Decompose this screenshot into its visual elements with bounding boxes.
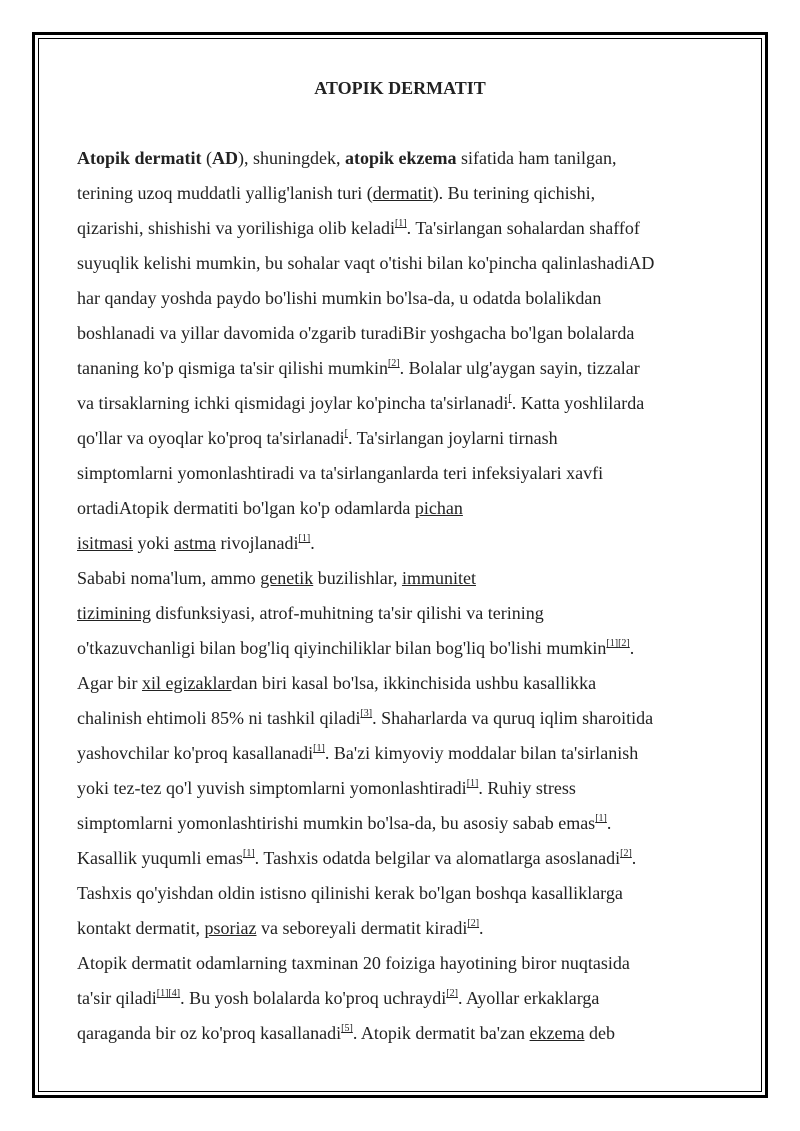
text: yoki tez-tez qo'l yuvish simptomlarni yomonlashtiradi [77,778,467,798]
reference-link[interactable]: [2] [387,358,400,369]
text: o'tkazuvchanligi bilan bog'liq qiyinchiliklar bilan bog'liq bo'lishi mumkin [77,638,607,658]
reference-link[interactable]: [3] [360,708,373,719]
text-line: suyuqlik kelishi mumkin, bu sohalar vaqt o'tishi bilan ko'pincha qalinlashadiAD [77,253,655,273]
reference-link[interactable]: [2] [618,638,630,649]
text-line [77,526,737,561]
link-dermatit[interactable]: dermatit [372,183,433,203]
text-line: Atopik dermatit odamlarning taxminan 20 foiziga hayotining biror nuqtasida [77,953,630,973]
text: dan biri kasal bo'lsa, ikkinchisida ushbu kasallikka [231,673,597,693]
link-egizaklar[interactable]: xil egizaklar [141,673,232,693]
reference-link[interactable]: [1] [466,778,479,789]
text: ), shuningdek, [238,148,345,168]
reference-link[interactable]: [5] [341,1023,353,1034]
link-immunitet-tizimi[interactable]: tizimining [77,603,151,623]
bold-term: atopik ekzema [345,148,457,168]
text-line: boshlanadi va yillar davomida o'zgarib turadiBir yoshgacha bo'lgan bolalarda [77,323,635,343]
text-line [77,596,737,631]
text: ( [201,148,212,168]
text-line [77,211,737,246]
reference-link[interactable]: [ [508,393,512,404]
text: . Ta'sirlangan sohalardan shaffof [406,218,640,238]
text: ). Bu terining qichishi, [432,183,596,203]
text: simptomlarni yomonlashtirishi mumkin bo'lsa-da, bu asosiy sabab emas [77,813,596,833]
text-line: Tashxis qo'yishdan oldin istisno qilinishi kerak bo'lgan boshqa kasalliklarga [77,883,623,903]
text-line [77,1016,737,1051]
text-line [77,351,737,386]
text: . Atopik dermatit ba'zan [352,1023,530,1043]
text-line [77,386,737,421]
reference-link[interactable]: [1] [313,743,325,754]
text: . Ayollar erkaklarga [457,988,600,1008]
text-line [77,666,737,701]
document-title: ATOPIK DERMATIT [314,78,486,98]
text: yoki [133,533,175,553]
text: Sababi noma'lum, ammo [77,568,261,588]
text: . [606,813,612,833]
text: . [631,848,637,868]
text: qizarishi, shishishi va yorilishiga olib keladi [77,218,395,238]
text-line: simptomlarni yomonlashtiradi va ta'sirlanganlarda teri infeksiyalari xavfi [77,463,604,483]
text: kontakt dermatit, [77,918,205,938]
text: terining uzoq muddatli yallig'lanish turi ( [77,183,373,203]
text: ta'sir qiladi [77,988,157,1008]
text: . Ruhiy stress [478,778,576,798]
reference-link[interactable]: [1] [298,533,311,544]
text: va seboreyali dermatit kiradi [256,918,468,938]
link-immunitet-tizimi[interactable]: immunitet [401,568,476,588]
text-line [77,981,737,1016]
text: . Bolalar ulg'aygan sayin, tizzalar [399,358,640,378]
text-line [77,806,737,841]
text: buzilishlar, [313,568,402,588]
text-line [77,176,737,211]
link-genetik[interactable]: genetik [260,568,314,588]
reference-link[interactable]: [4] [168,988,181,999]
link-astma[interactable]: astma [174,533,217,553]
link-ekzema[interactable]: ekzema [529,1023,585,1043]
text-line [77,701,737,736]
text: . Bu yosh bolalarda ko'proq uchraydi [180,988,447,1008]
text-line [77,561,737,596]
text: . Ba'zi kimyoviy moddalar bilan ta'sirlanish [324,743,639,763]
text-line [77,421,737,456]
text: . [629,638,635,658]
text: Agar bir [77,673,142,693]
reference-link[interactable]: [1] [595,813,607,824]
text: disfunksiyasi, atrof-muhitning ta'sir qilishi va terining [151,603,544,623]
text: sifatida ham tanilgan, [456,148,617,168]
text: . Ta'sirlangan joylarni tirnash [348,428,558,448]
reference-link[interactable]: [1] [242,848,255,859]
text-line: har qanday yoshda paydo bo'lishi mumkin bo'lsa-da, u odatda bolalikdan [77,288,602,308]
text-line [77,911,737,946]
reference-link[interactable]: [1] [156,988,169,999]
text-line [77,491,737,526]
text: . [310,533,315,553]
text: va tirsaklarning ichki qismidagi joylar ko'pincha ta'sirlanadi [77,393,509,413]
text: . Tashxis odatda belgilar va alomatlarga asoslanadi [254,848,621,868]
text: qo'llar va oyoqlar ko'proq ta'sirlanadi [77,428,345,448]
text-line [77,771,737,806]
bold-term: Atopik dermatit [77,148,202,168]
text: yashovchilar ko'proq kasallanadi [77,743,314,763]
text: ortadiAtopik dermatiti bo'lgan ko'p odamlarda [77,498,415,518]
bold-term: AD [212,148,238,168]
link-pichan-isitmasi[interactable]: isitmasi [77,533,134,553]
text-line [77,841,737,876]
reference-link[interactable]: [2] [467,918,480,929]
text: . [479,918,484,938]
reference-link[interactable]: [2] [620,848,632,859]
text-line [77,736,737,771]
text: qaraganda bir oz ko'proq kasallanadi [77,1023,342,1043]
text-line [77,141,737,176]
reference-link[interactable]: [ [344,428,348,439]
reference-link[interactable]: [1] [606,638,619,649]
link-psoriaz[interactable]: psoriaz [204,918,257,938]
text: . Shaharlarda va quruq iqlim sharoitida [372,708,654,728]
text: rivojlanadi [216,533,299,553]
text: Kasallik yuqumli emas [77,848,243,868]
text: chalinish ehtimoli 85% ni tashkil qiladi [77,708,361,728]
reference-link[interactable]: [1] [394,218,407,229]
text: . Katta yoshlilarda [511,393,645,413]
reference-link[interactable]: [2] [446,988,458,999]
text-line [77,631,737,666]
text: tananing ko'p qismiga ta'sir qilishi mumkin [77,358,388,378]
document-body [77,141,737,1051]
link-pichan-isitmasi[interactable]: pichan [414,498,463,518]
text: deb [584,1023,615,1043]
